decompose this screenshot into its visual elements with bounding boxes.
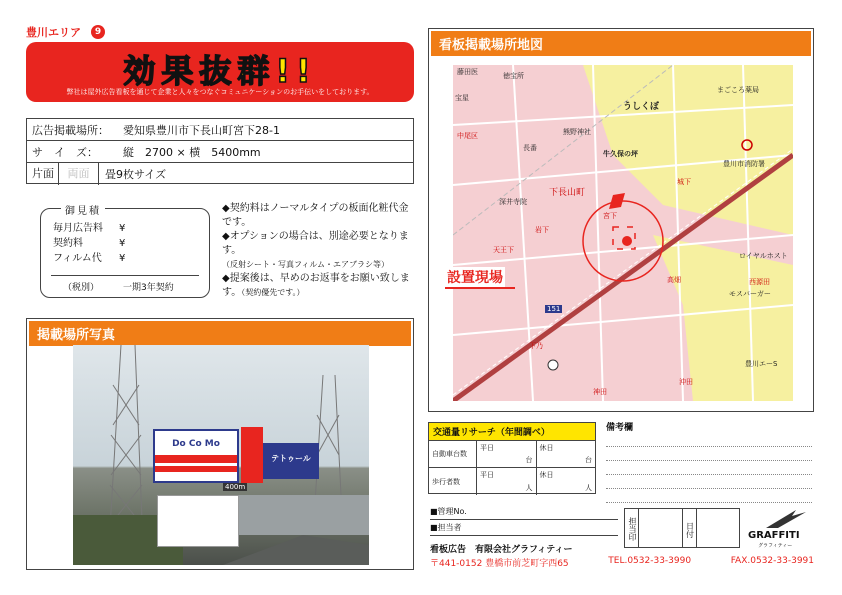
sign-board-2 — [263, 443, 319, 479]
map-label: 徳宝所 — [503, 72, 524, 80]
management-person — [430, 522, 618, 536]
map-label: 沖田 — [679, 378, 693, 386]
estimate-term: 一期3年契約 — [123, 283, 174, 293]
stamp-box-2[interactable] — [697, 509, 740, 547]
estimate-row — [53, 251, 125, 266]
size-value: 縦 2700 × 横 5400mm — [123, 145, 261, 159]
traffic-cell-label: 休日 — [539, 471, 554, 479]
area-number-badge: 9 — [91, 25, 105, 39]
note-sub: （契約優先です。） — [241, 288, 305, 297]
estimate-row-label: フィルム代 — [53, 253, 102, 264]
sign-number: 400m — [225, 483, 246, 491]
estimate-row-label: 毎月広告料 — [53, 223, 103, 234]
banner-title: 効果抜群!! — [123, 52, 317, 90]
map-label: 熊野神社 — [563, 128, 591, 136]
banner-subtitle: 弊社は屋外広告看板を通じて企業と人々をつなぐコミュニケーションのお手伝いをしております。 — [66, 88, 374, 96]
sign-board-2-text: テトゥール — [271, 454, 311, 463]
map-label: 豊川市消防署 — [723, 160, 765, 168]
map-label: 城下 — [677, 178, 691, 186]
blank-sign-panel — [157, 495, 239, 547]
note-text: ◆契約料はノーマルタイプの板面化粧代金です。 — [222, 203, 409, 228]
note-item — [222, 230, 412, 272]
map-label: 神田 — [593, 388, 607, 396]
face-value: 畳9枚サイズ — [105, 168, 167, 181]
map-label: うしくぼ — [623, 102, 660, 112]
notes — [222, 202, 412, 300]
site-label: 設置現場 — [445, 267, 505, 287]
note-text: ◆提案後は、早めのお返事をお願い致します。 — [222, 273, 410, 298]
traffic-cell-unit: 人 — [585, 484, 592, 492]
traffic-cell-label: 平日 — [480, 444, 494, 452]
map-label: モスバーガー — [729, 290, 771, 298]
estimate-row-value: ¥ — [119, 238, 126, 249]
estimate-title: 御見積 — [61, 202, 105, 217]
photo-section — [26, 318, 414, 570]
estimate-row — [53, 221, 125, 236]
sign-board-1 — [153, 429, 239, 483]
management-no-label: ■管理No. — [430, 507, 467, 516]
map-label: 151 — [547, 305, 561, 313]
area-label-text: 豊川エリア — [26, 26, 81, 39]
traffic-table — [428, 422, 596, 494]
note-text: ◆オプションの場合は、別途必要となります。 — [222, 231, 409, 256]
map-label: 長番 — [523, 144, 537, 152]
face-double: 両面 — [59, 163, 99, 185]
logo-text: GRAFFITI — [748, 530, 800, 541]
map-label: 藤田医 — [457, 68, 478, 76]
location-label: 広告掲載場所： — [32, 123, 109, 137]
photo-section-title: 掲載場所写真 — [29, 321, 411, 346]
company-fax: FAX.0532-33-3991 — [730, 556, 814, 566]
remarks-line — [606, 489, 812, 503]
remarks-line — [606, 447, 812, 461]
estimate-row-label: 契約料 — [53, 238, 83, 249]
face-single: 片面 — [27, 163, 59, 185]
estimate-row-value: ¥ — [119, 223, 126, 234]
info-table — [26, 118, 414, 184]
traffic-row — [429, 441, 595, 468]
traffic-cell-label: 平日 — [480, 471, 494, 479]
map-label: 岩下 — [535, 226, 549, 234]
estimate-box — [40, 208, 210, 298]
remarks — [606, 420, 812, 503]
sign-board-red — [241, 427, 263, 483]
map-label: 豊川エーS — [745, 360, 778, 368]
map-label: 宮下 — [603, 212, 617, 220]
map-area — [453, 65, 793, 401]
location-value: 愛知県豊川市下長山町宮下28-1 — [123, 123, 280, 137]
map-label: 天王下 — [493, 246, 514, 254]
map-label: 下乃 — [529, 342, 543, 350]
sign-board-1-stripe — [155, 455, 237, 463]
stamp-label-2: 日付 — [683, 509, 697, 547]
company-tel: TEL.0532-33-3990 — [608, 556, 692, 566]
traffic-row-label: 自動車台数 — [429, 441, 477, 467]
info-row-location — [27, 119, 413, 141]
remarks-line — [606, 461, 812, 475]
map-section-title: 看板掲載場所地図 — [431, 31, 811, 56]
sign-board-1-text: Do Co Mo — [172, 439, 220, 449]
company-logo — [748, 508, 810, 548]
map-label: ロイヤルホスト — [739, 252, 788, 260]
company-name: 看板広告 有限会社グラフィティー — [430, 545, 573, 555]
traffic-cell — [537, 468, 596, 495]
map-label: 下長山町 — [549, 188, 586, 198]
estimate-rows — [53, 221, 125, 266]
logo-mark-icon — [748, 508, 810, 530]
banner — [26, 42, 414, 102]
traffic-cell-unit: 台 — [585, 456, 592, 464]
stamp-box-1[interactable] — [639, 509, 683, 547]
logo-subtext: グラフィティー — [758, 543, 793, 549]
note-sub: （反射シート・写真フィルム・エアブラシ等） — [222, 260, 390, 269]
map-label: 深井寺院 — [499, 198, 527, 206]
sign-board-1-stripe2 — [155, 466, 237, 472]
traffic-cell — [477, 441, 537, 467]
info-row-size — [27, 141, 413, 163]
note-item — [222, 272, 412, 300]
estimate-footer — [63, 280, 174, 293]
map-label: 高畑 — [667, 276, 681, 284]
map-label: 牛久保の坪 — [603, 150, 638, 158]
management-person-label: ■担当者 — [430, 523, 462, 532]
company-contact — [430, 556, 814, 569]
stamps — [624, 508, 740, 548]
map-label: 中尾区 — [457, 132, 478, 140]
estimate-tax: （税別） — [63, 283, 100, 293]
traffic-title: 交通量リサーチ（年間調べ） — [429, 423, 595, 441]
size-label: サ イ ズ： — [32, 145, 98, 159]
traffic-cell-unit: 人 — [525, 484, 533, 492]
remarks-title: 備考欄 — [606, 423, 634, 433]
estimate-divider — [51, 275, 199, 276]
map-section — [428, 28, 814, 412]
site-photo — [73, 345, 369, 565]
info-row-face — [27, 163, 413, 185]
traffic-cell-label: 休日 — [539, 444, 554, 452]
map-graphic — [453, 65, 793, 401]
company-address: 〒441-0152 豊橋市前芝町字西65 — [430, 559, 569, 569]
note-item — [222, 202, 412, 230]
area-label — [26, 24, 105, 40]
traffic-row — [429, 468, 595, 495]
map-label: 西源田 — [749, 278, 770, 286]
management — [430, 506, 618, 536]
estimate-row — [53, 236, 125, 251]
remarks-line — [606, 475, 812, 489]
traffic-cell — [537, 441, 596, 467]
traffic-cell-unit: 台 — [525, 456, 533, 464]
map-label: 宝星 — [455, 94, 469, 102]
site-label-underline — [445, 287, 515, 289]
traffic-cell — [477, 468, 537, 495]
management-no — [430, 506, 618, 520]
estimate-row-value: ¥ — [119, 253, 126, 264]
traffic-row-label: 歩行者数 — [429, 468, 477, 495]
stamp-label-1: 担当印 — [625, 509, 639, 547]
map-label: まごころ薬局 — [717, 86, 759, 94]
remarks-line — [606, 433, 812, 447]
